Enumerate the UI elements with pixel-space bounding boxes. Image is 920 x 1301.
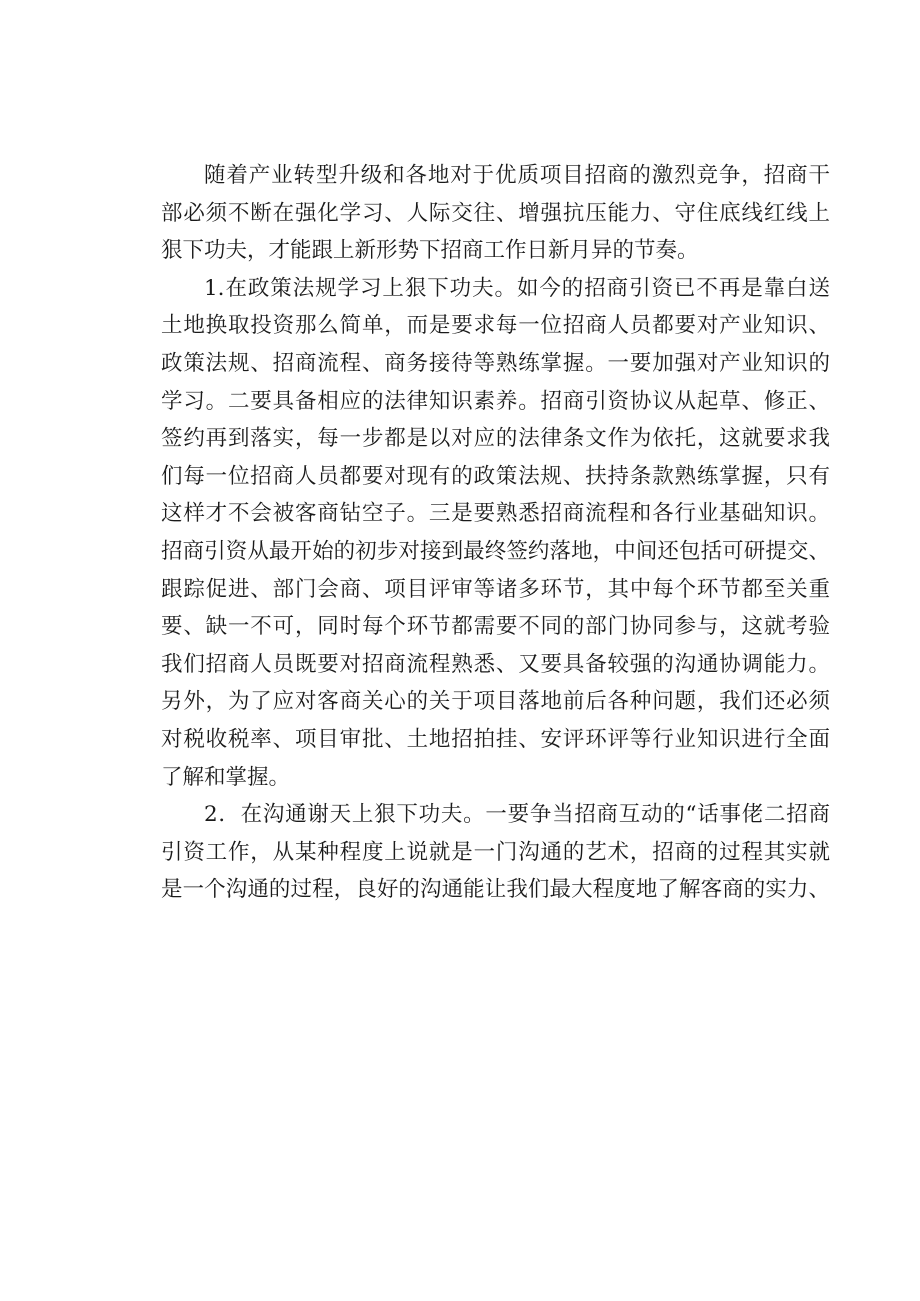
text-line: 政策法规、招商流程、商务接待等熟练掌握。一要加强对产业知识的	[161, 350, 830, 376]
paragraph-section-1	[118, 270, 830, 796]
paragraph-section-2	[118, 796, 830, 909]
text-line: 招商引资从最开始的初步对接到最终签约落地，中间还包括可研提交、	[161, 538, 830, 564]
text-line: 狠下功夫，才能跟上新形势下招商工作日新月异的节奏。	[161, 238, 699, 264]
text-line: 学习。二要具备相应的法律知识素养。招商引资协议从起草、修正、	[161, 388, 830, 414]
text-line: 土地换取投资那么简单，而是要求每一位招商人员都要对产业知识、	[161, 313, 830, 339]
text-line: 跟踪促进、部门会商、项目评审等诸多环节，其中每个环节都至关重	[161, 576, 830, 602]
text-line: 部必须不断在强化学习、人际交往、增强抗压能力、守住底线红线上	[161, 200, 830, 226]
text-line: 2．在沟通谢天上狠下功夫。一要争当招商互动的“话事佬二招商	[204, 802, 830, 828]
text-line: 引资工作，从某种程度上说就是一门沟通的艺术，招商的过程其实就	[161, 839, 830, 865]
text-line: 这样才不会被客商钻空子。三是要熟悉招商流程和各行业基础知识。	[161, 501, 830, 527]
text-line: 签约再到落实，每一步都是以对应的法律条文作为依托，这就要求我	[161, 426, 830, 452]
document-body	[118, 157, 830, 909]
text-line: 是一个沟通的过程，良好的沟通能让我们最大程度地了解客商的实力、	[161, 877, 830, 903]
text-line: 对税收税率、项目审批、土地招拍挂、安评环评等行业知识进行全面	[161, 726, 830, 752]
text-line: 1.在政策法规学习上狠下功夫。如今的招商引资已不再是靠白送	[204, 275, 830, 301]
text-line: 我们招商人员既要对招商流程熟悉、又要具备较强的沟通协调能力。	[161, 651, 830, 677]
paragraph-intro	[118, 157, 830, 270]
text-line: 要、缺一不可，同时每个环节都需要不同的部门协同参与，这就考验	[161, 614, 830, 640]
text-line: 了解和掌握。	[161, 764, 291, 790]
text-line: 另外，为了应对客商关心的关于项目落地前后各种问题，我们还必须	[161, 689, 830, 715]
text-line: 随着产业转型升级和各地对于优质项目招商的激烈竞争，招商干	[204, 163, 830, 188]
text-line: 们每一位招商人员都要对现有的政策法规、扶持条款熟练掌握，只有	[161, 463, 830, 489]
